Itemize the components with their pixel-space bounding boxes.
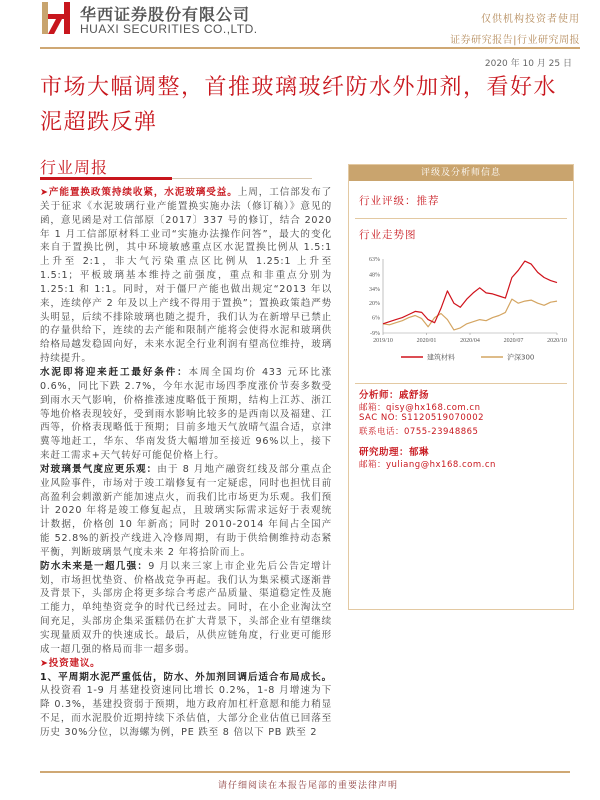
assistant-email[interactable]: 邮箱：yuliang@hx168.com.cn	[359, 460, 496, 470]
legal-notice: 请仔细阅读在本报告尾部的重要法律声明	[218, 781, 399, 791]
report-date: 2020 年 10 月 25 日	[484, 59, 572, 69]
x-tick-label: 2020/01	[416, 338, 437, 344]
paragraph	[40, 186, 332, 366]
report-body	[40, 186, 332, 740]
paragraph-lead: ➤投资建议。	[40, 657, 101, 669]
section-label: 行业周报	[40, 158, 109, 177]
x-tick-label: 2020/04	[460, 338, 480, 344]
paragraph-text: 上周，工信部发布了关于征求《水泥玻璃行业产能置换实施办法（修订稿）》意见的函，意见函是对工信部原〔2017〕337 号的修订，结合 2020 年 1 月工信部原材料工业司“实施办法操作问答”，最大的变化来自于置换比例，其中环境敏感重点区水泥置换比例从 1.5:1 上升至 2:1，非大气污染重点区比例从 1.25:1 上升至 1.5:1；平板玻璃基本维持之前强度，重点和非重点分别为 1.25:1 和 1:1。同时，对于僵尸产能也做出规定“2013 年以来，连续停产 2 年及以上产线不得用于置换”；置换政策趋严势头明显，后续不排除玻璃也随之提升，我们认为在新增早已禁止的存量供给下，连续的去产能和限制产能将会使得水泥和玻璃供给格局越发稳固向好，未来水泥全行业利润有望高位维持，玻璃持续提升。	[40, 187, 333, 365]
paragraph-lead: 1、平周期水泥严重低估，防水、外加剂回调后适合布局成长。	[40, 671, 332, 683]
paragraph	[40, 657, 332, 671]
report-title: 市场大幅调整，首推玻璃玻纤防水外加剂，看好水泥超跌反弹	[40, 75, 558, 135]
header-divider	[40, 47, 580, 49]
panel-divider	[355, 218, 567, 219]
y-tick-label: 6%	[372, 315, 380, 322]
paragraph-lead: ➤产能置换政策持续收紧，水泥玻璃受益。	[40, 187, 238, 198]
paragraph-text: 由于 8 月地产融资红线及部分重点企业风险事件，市场对于竣工端修复有一定疑虑，同时也担忧目前高盈利会刺激新产能加速点火，而我们比市场更为乐观。我们预计 2020 年将是竣工修复起点，且玻璃实际需求远好于表观统计数据，价格创 10 年新高；同时 2010-2014 年间占全国产能 52.8%的新投产线进入冷修周期，有助于供给侧维持动态紧平衡，判断玻璃景气度未来 2 年将拾阶而上。	[40, 463, 333, 558]
y-tick-label: 20%	[369, 301, 380, 308]
series-line-building-materials	[383, 261, 557, 324]
analyst-name: 分析师：戚舒扬	[359, 390, 430, 401]
panel-header: 评级及分析师信息	[349, 165, 573, 181]
audience-note: 仅供机构投资者使用	[481, 14, 580, 25]
paragraph-text: 9 月以来三家上市企业先后公告定增计划，市场担忧垫资、价格战竞争再起。我们认为集采模式逐渐普及背景下，头部房企将更多综合考虑产品质量、渠道稳定性及施工能力，单纯垫资竞争的时代已经过去。同时，在小企业淘汰空间充足，头部房企集采蛋糕仍在扩大背景下，头部企业有望继续实现量质双升的快速成长。最后，从供应链角度，行业更可能形成一超几强的格局而非一超多弱。	[40, 560, 333, 655]
section-divider	[172, 178, 312, 179]
analyst-phone: 联系电话：0755-23948865	[359, 427, 479, 437]
company-logo	[42, 2, 70, 34]
assistant-name: 研究助理：郁琳	[359, 447, 430, 458]
paragraph-text: 从投资看 1-9 月基建投资速同比增长 0.2%，1-8 月增速为下降 0.3%，基建投资弱于预期，地方政府加杠杆意愿和能力稍显不足，而水泥股价近期持续下杀估值，大部分企业估值已回落至历史 30%分位，以海螺为例，PE 跌至 8 倍以下 PB 跌至 2	[40, 685, 332, 738]
y-tick-label: 34%	[369, 286, 380, 293]
paragraph-text: 本周全国均价 433 元环比涨 0.6%，同比下跌 2.7%，今年水泥市场四季度涨价节奏多数受到雨水天气影响，价格推涨速度略低于预期，结构上江苏、浙江等地价格表现较好，受到雨水影响比较多的是西南以及福建、江西等，价格表现略低于预期；目前多地天气放晴气温合适，京津冀等地赶工，华东、华南发货大幅增加至接近 96%以上，接下来赶工需求+天气转好可能促价格上行。	[40, 366, 332, 462]
report-type: 证券研究报告|行业研究周报	[450, 35, 580, 46]
paragraph	[40, 366, 332, 463]
paragraph-lead: 防水未来是一超几强：	[40, 560, 149, 572]
paragraph	[40, 463, 332, 560]
industry-rating: 行业评级：推荐	[359, 195, 440, 207]
legend-label: 建筑材料	[427, 353, 455, 362]
y-tick-label: 63%	[369, 257, 380, 263]
section-underline	[40, 177, 172, 180]
company-name-cn: 华西证券股份有限公司	[80, 5, 251, 24]
paragraph-lead: 对玻璃景气度应更乐观：	[40, 463, 158, 475]
analyst-sac: SAC NO: S1120519070002	[359, 413, 485, 423]
trend-chart	[351, 245, 573, 395]
panel-divider	[355, 383, 567, 384]
paragraph	[40, 560, 332, 657]
analyst-email[interactable]: 邮箱：qisy@hx168.com.cn	[359, 403, 481, 413]
footer-divider	[40, 771, 570, 773]
trend-chart-title: 行业走势图	[359, 229, 417, 241]
x-tick-label: 2020/10	[547, 338, 567, 344]
paragraph-lead: 水泥即将迎来赶工最好条件：	[40, 366, 189, 378]
x-tick-label: 2019/10	[373, 338, 393, 344]
company-name-en: HUAXI SECURITIES CO.,LTD.	[80, 22, 258, 36]
y-tick-label: -9%	[370, 331, 380, 337]
y-tick-label: 48%	[369, 272, 380, 279]
x-tick-label: 2020/07	[503, 338, 524, 344]
rating-analyst-panel	[348, 164, 574, 610]
legend-label: 沪深300	[507, 353, 535, 362]
paragraph	[40, 671, 332, 740]
